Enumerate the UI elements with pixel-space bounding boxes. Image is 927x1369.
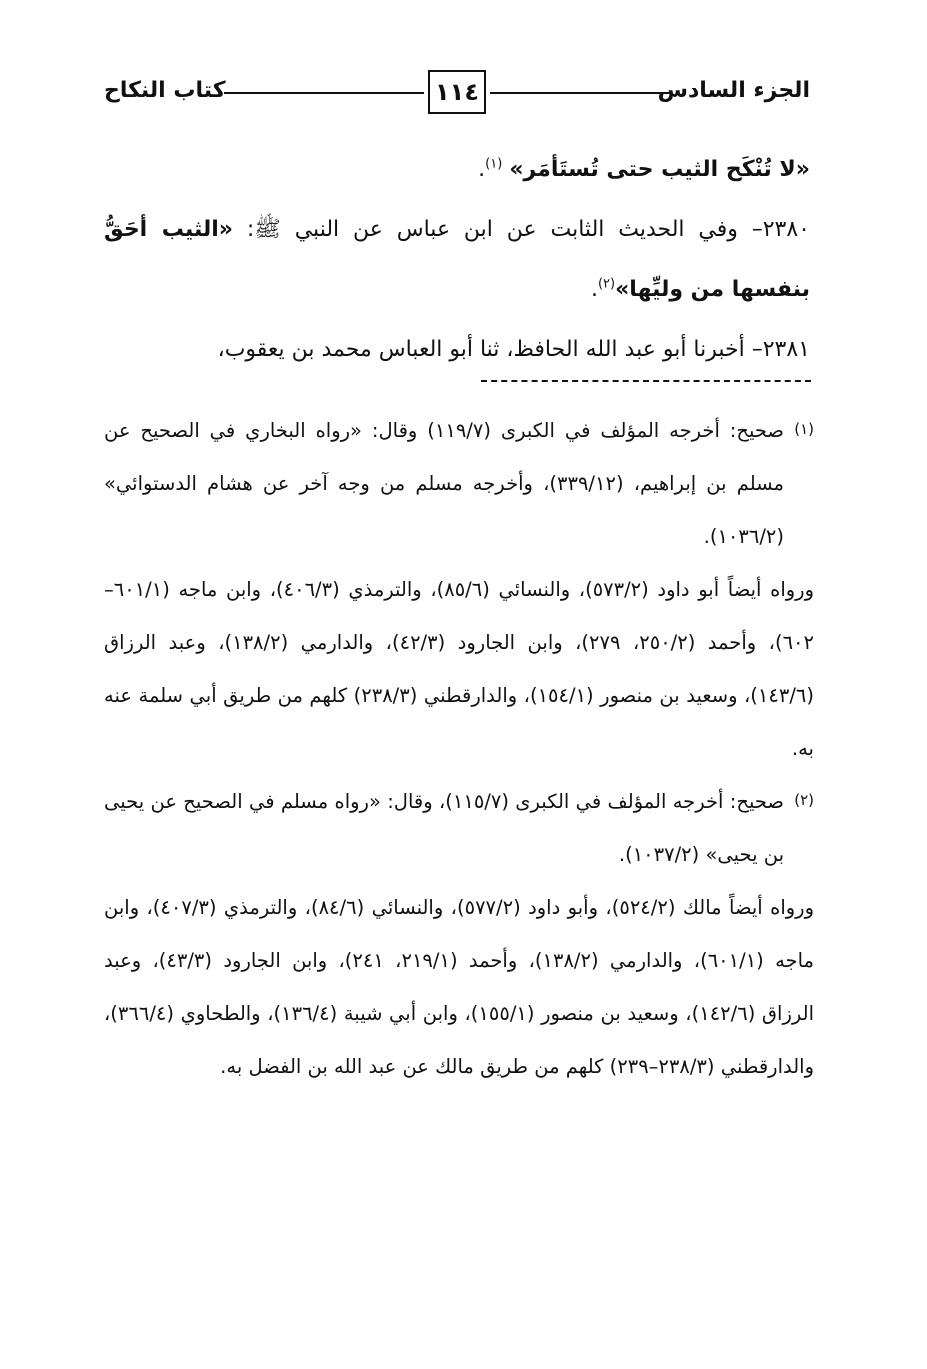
hadith-2380-quote: «الثيب أحَقُّ بنفسها من وليِّها» [104, 217, 810, 302]
footnote-1-continuation: ورواه أيضاً أبو داود (٥٧٣/٢)، والنسائي (٨٥/٦)، والترمذي (٤٠٦/٣)، وابن ماجه (٦٠١/١–٦٠٢)، وأحمد (٢٥٠/٢، ٢٧٩)، وابن الجارود (٤٢/٣)، والدارمي (١٣٨/٢)، وعبد الرزاق (١٤٣/٦)، وسعيد بن منصور (١٥٤/١)، والدارقطني (٢٣٨/٣) كلهم من طريق أبي سلمة عنه به. [104, 578, 814, 760]
footnote-2-continuation: ورواه أيضاً مالك (٥٢٤/٢)، وأبو داود (٥٧٧/٢)، والنسائي (٨٤/٦)، والترمذي (٤٠٧/٣)، وابن ماجه (٦٠١/١)، والدارمي (١٣٨/٢)، وأحمد (٢١٩/١، ٢٤١)، وابن الجارود (٤٣/٣)، وعبد الرزاق (١٤٢/٦)، وسعيد بن منصور (١٥٥/١)، وابن أبي شيبة (١٣٦/٤)، والطحاوي (٣٦٦/٤)، والدارقطني (٢٣٨/٣–٢٣٩) كلهم من طريق مالك عن عبد الله بن الفضل به. [104, 896, 815, 1078]
header-rule-right [490, 92, 670, 94]
footnote-ref-2: (٢) [597, 276, 616, 292]
main-text [104, 140, 810, 380]
footnote-text: صحيح: أخرجه المؤلف في الكبرى (١١٥/٧)، وقال: «رواه مسلم في الصحيح عن يحيى بن يحيى» (١٠٣٧/٢). [104, 790, 784, 866]
footnote-text: صحيح: أخرجه المؤلف في الكبرى (١١٩/٧) وقال: «رواه البخاري في الصحيح عن مسلم بن إبراهيم، (٣٣٩/١٢)، وأخرجه مسلم من وجه آخر عن هشام الدستوائي» (١٠٣٦/٢). [104, 419, 784, 548]
page-number: ١١٤ [428, 70, 486, 114]
header-rule-left [224, 92, 424, 94]
hadith-2380 [104, 200, 810, 320]
footnote-1 [104, 404, 814, 563]
hadith-2380-lead: ٢٣٨٠– وفي الحديث الثابت عن ابن عباس عن النبي ﷺ: [233, 217, 810, 242]
footnote-divider [481, 380, 811, 382]
page-header [104, 70, 810, 126]
hadith-2381: ٢٣٨١– أخبرنا أبو عبد الله الحافظ، ثنا أبو العباس محمد بن يعقوب، [217, 337, 810, 362]
hadith-end-mark: . [478, 157, 486, 182]
hadith-2380-end-mark: . [590, 277, 598, 302]
footnote-2 [104, 775, 814, 881]
volume-label: الجزء السادس [657, 78, 810, 103]
book-title: كتاب النكاح [104, 78, 226, 103]
hadith-quote: «لا تُنْكَح الثيب حتى تُستَأمَر» [509, 157, 810, 182]
footnote-number: (٢) [794, 791, 814, 809]
footnote-ref-1: (١) [485, 156, 503, 172]
footnotes [104, 404, 814, 1093]
hadith-continuation [104, 140, 810, 200]
footnote-number: (١) [794, 420, 814, 438]
